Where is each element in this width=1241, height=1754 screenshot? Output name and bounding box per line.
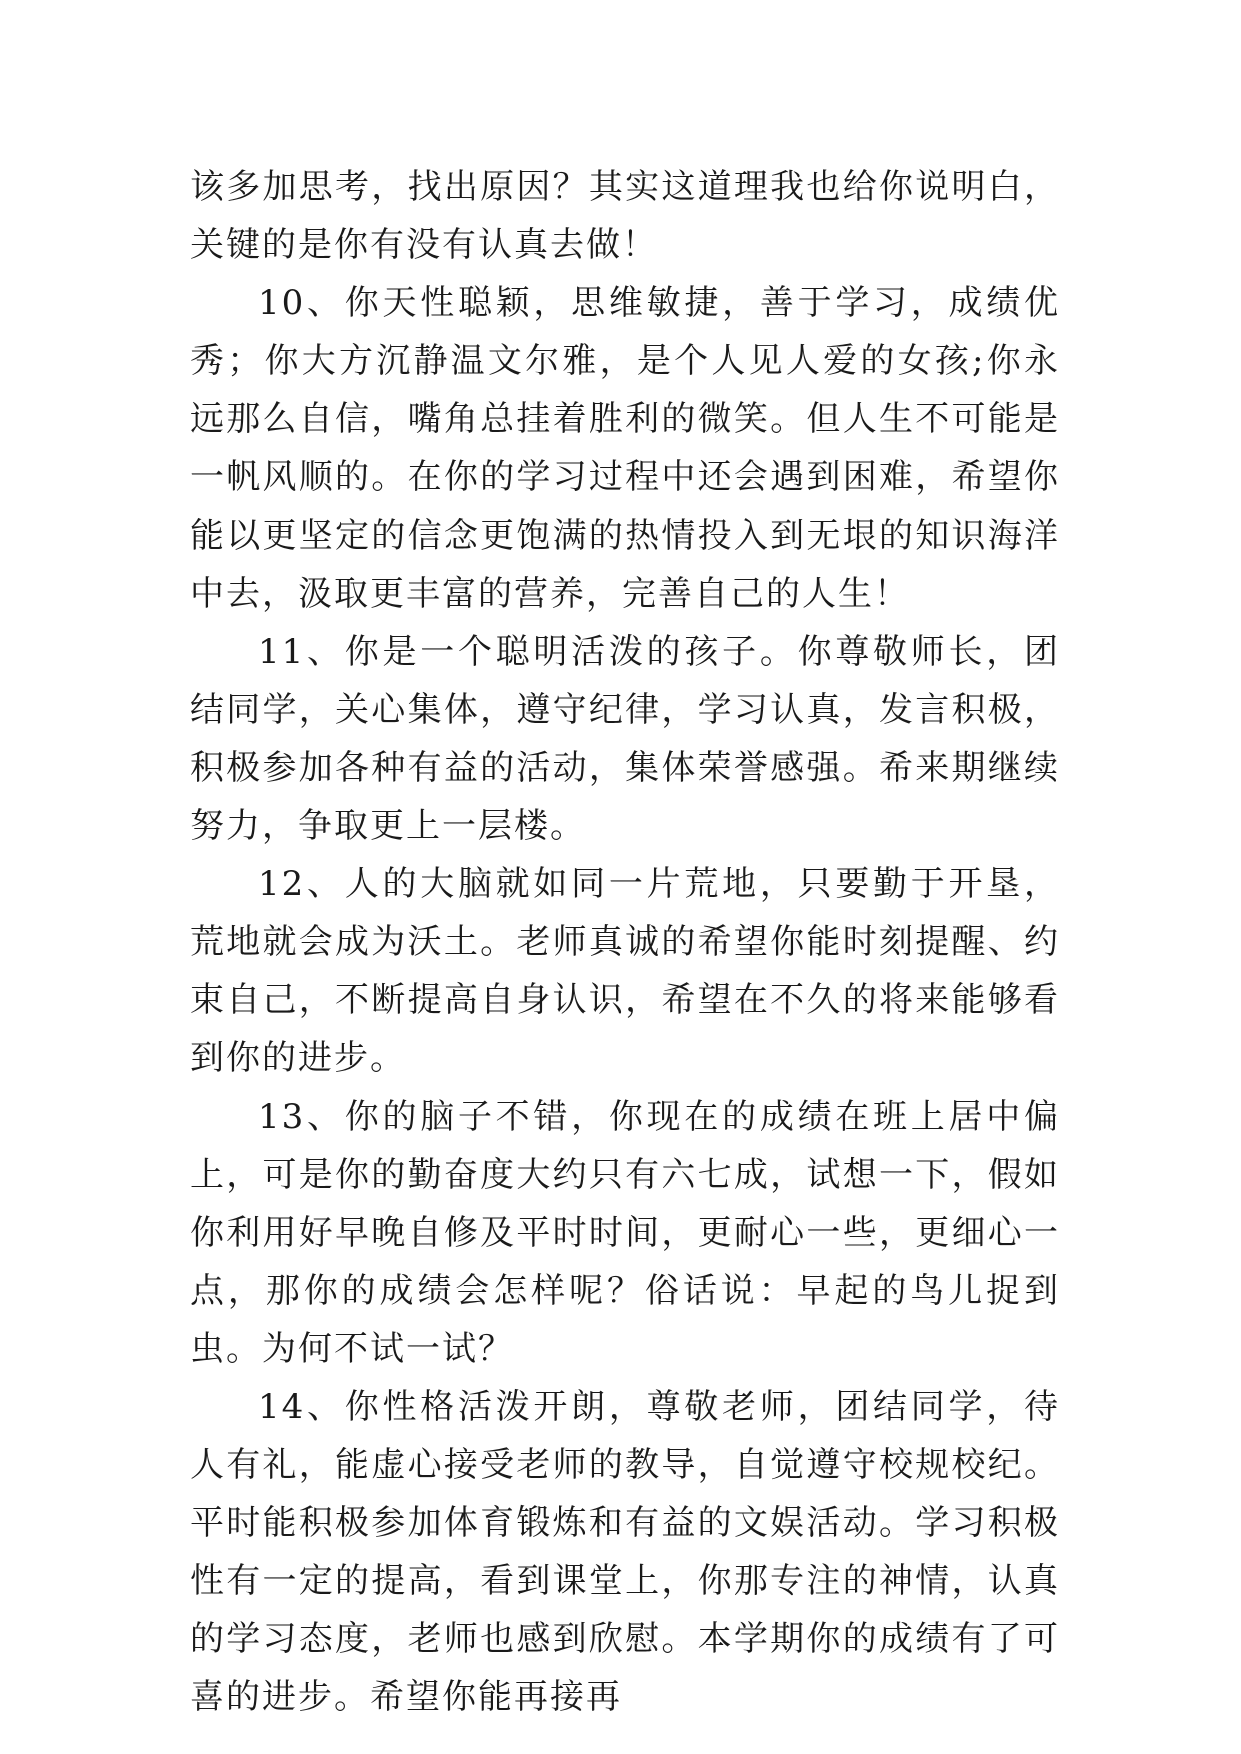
document-body — [190, 158, 1060, 1727]
paragraph-continuation: 该多加思考，找出原因？其实这道理我也给你说明白，关键的是你有没有认真去做！ — [190, 167, 1060, 266]
paragraph-comment-12: 12、人的大脑就如同一片荒地，只要勤于开垦，荒地就会成为沃土。老师真诚的希望你能时刻提醒、约束自己，不断提高自身认识，希望在不久的将来能够看到你的进步。 — [190, 864, 1060, 1079]
paragraph-comment-13: 13、你的脑子不错，你现在的成绩在班上居中偏上，可是你的勤奋度大约只有六七成，试想一下，假如你利用好早晚自修及平时时间，更耐心一些，更细心一点，那你的成绩会怎样呢？俗话说：早起的鸟儿捉到虫。为何不试一试？ — [190, 1096, 1060, 1369]
paragraph-comment-11: 11、你是一个聪明活泼的孩子。你尊敬师长，团结同学，关心集体，遵守纪律，学习认真，发言积极，积极参加各种有益的活动，集体荣誉感强。希来期继续努力，争取更上一层楼。 — [190, 631, 1060, 847]
paragraph-comment-10: 10、你天性聪颖，思维敏捷，善于学习，成绩优秀；你大方沉静温文尔雅，是个人见人爱的女孩;你永远那么自信，嘴角总挂着胜利的微笑。但人生不可能是一帆风顺的。在你的学习过程中还会遇到困难，希望你能以更坚定的信念更饱满的热情投入到无垠的知识海洋中去，汲取更丰富的营养，完善自己的人生！ — [190, 283, 1060, 614]
paragraph-comment-14: 14、你性格活泼开朗，尊敬老师，团结同学，待人有礼，能虚心接受老师的教导，自觉遵守校规校纪。平时能积极参加体育锻炼和有益的文娱活动。学习积极性有一定的提高，看到课堂上，你那专注的神情，认真的学习态度，老师也感到欣慰。本学期你的成绩有了可喜的进步。希望你能再接再 — [190, 1386, 1060, 1718]
